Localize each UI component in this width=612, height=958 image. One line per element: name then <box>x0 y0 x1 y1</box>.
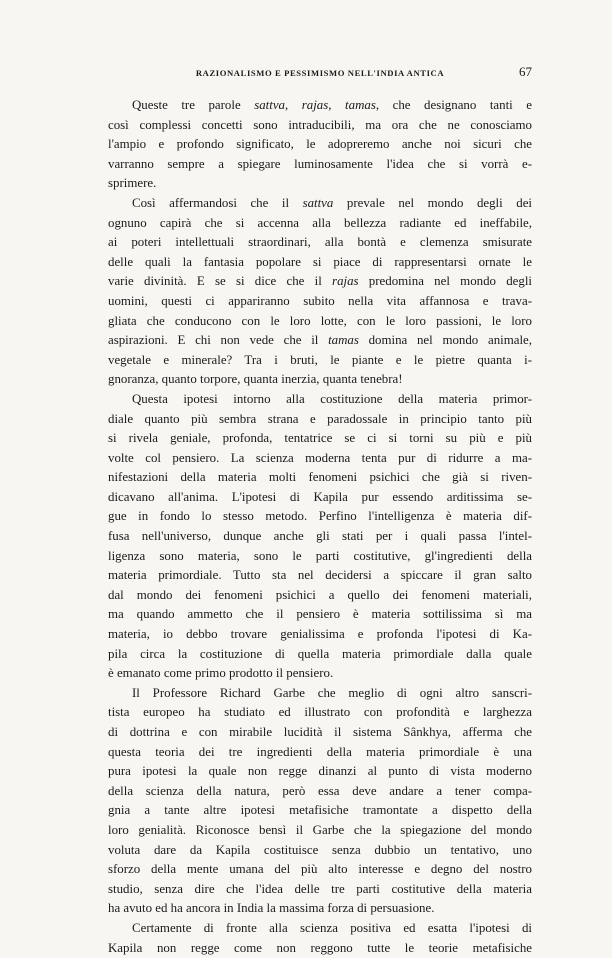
text-line: sforzo della mente umana del più alto interesse e degno del nostro <box>108 862 532 877</box>
page-number: 67 <box>519 64 532 79</box>
text-line: Queste tre parole sattva, rajas, tamas, che designano tanti e <box>132 98 532 112</box>
text-line: delle quali la fantasia popolare si piace di rappresentarsi ornate le <box>108 254 532 269</box>
text-line: materia primordiale. Tutto sta nel decidersi a spiccare il gran salto <box>108 568 532 583</box>
text-line: gliata che conducono con le loro lotte, con le loro passioni, le loro <box>108 313 532 328</box>
text-line: dal mondo dei fenomeni psichici a quello dei fenomeni materiali, <box>108 587 532 602</box>
text-line: ligenza sono materia, sono le parti costitutive, gl'ingredienti della <box>108 548 532 563</box>
text-line: gue in fondo lo stesso metodo. Perfino l'intelligenza è materia dif- <box>108 509 532 524</box>
text-line: così complessi concetti sono intraducibili, ma ora che ne conosciamo <box>108 117 532 132</box>
running-head: RAZIONALISMO E PESSIMISMO NELL'INDIA ANTICA <box>195 68 445 78</box>
text-line: si rivela geniale, profonda, tentatrice se ci si torni su più e più <box>108 431 532 446</box>
text-line: nifestazioni della materia molti fenomeni psichici che già si riven- <box>108 470 532 485</box>
text-line: ognuno capirà che si accenna alla bellezza radiante ed ineffabile, <box>108 215 532 230</box>
text-line: l'ampio e profondo significato, le adopreremo anche noi sicuri che <box>108 137 532 152</box>
text-line: uomini, questi ci appariranno subito nella vita affannosa e trava- <box>108 293 532 308</box>
text-line: è emanato come primo prodotto il pensiero. <box>108 666 334 681</box>
text-line: varie divinità. E se si dice che il rajas predomina nel mondo degli <box>108 274 532 289</box>
text-line: vegetale e minerale? Tra i bruti, le piante e le pietre quanta i- <box>108 352 532 367</box>
paragraph <box>108 919 532 958</box>
text-line: Il Professore Richard Garbe che meglio di ogni altro sanscri- <box>132 685 532 700</box>
text-line: fusa nell'universo, dunque anche gli stati per i quali passa l'intel- <box>108 529 532 544</box>
text-line: voluta dare da Kapila costituisce senza dubbio un tentativo, uno <box>108 842 532 857</box>
text-line: dicavano all'anima. L'ipotesi di Kapila pur essendo arditissima se- <box>108 489 532 504</box>
text-line: ha avuto ed ha ancora in India la massima forza di persuasione. <box>108 901 435 916</box>
text-line: materia, io debbo trovare genialissima e profonda l'ipotesi di Ka- <box>108 627 532 642</box>
text-line: Questa ipotesi intorno alla costituzione della materia primor- <box>132 391 532 406</box>
paragraph <box>108 390 532 684</box>
text-line: varranno sempre a spiegare luminosamente l'idea che si vorrà e- <box>108 156 532 171</box>
text-line: studio, senza dire che l'idea delle tre parti costitutive della materia <box>108 881 532 896</box>
text-line: pila circa la costituzione di quella materia primordiale dalla quale <box>108 646 532 661</box>
text-line: gnia a tante altre ipotesi metafisiche tramontate a dispetto della <box>108 803 532 818</box>
text-line: ma quando ammetto che il pensiero è materia sottilissima sì ma <box>108 607 532 622</box>
text-line: pura ipotesi la quale non regge dinanzi al punto di vista moderno <box>108 764 532 779</box>
text-line: questa teoria dei tre ingredienti della materia primordiale è una <box>108 744 532 759</box>
text-line: sprimere. <box>108 176 157 191</box>
paragraph <box>108 194 532 390</box>
body-text <box>108 96 532 958</box>
text-line: loro genialità. Riconosce bensì il Garbe che la spiegazione del mondo <box>108 822 532 837</box>
text-line: gnoranza, quanto torpore, quanta inerzia, quanta tenebra! <box>108 372 403 387</box>
text-line: della scienza della natura, però essa deve andare a tener compa- <box>108 783 532 798</box>
text-line: Certamente di fronte alla scienza positiva ed esatta l'ipotesi di <box>132 920 532 935</box>
text-line: aspirazioni. E chi non vede che il tamas domina nel mondo animale, <box>108 333 532 348</box>
paragraph <box>108 684 532 919</box>
text-line: ai poteri intellettuali straordinari, alla bontà e clemenza smisurate <box>108 235 532 250</box>
text-line: tista europeo ha studiato ed illustrato con profondità e larghezza <box>108 705 532 720</box>
text-line: Così affermandosi che il sattva prevale nel mondo degli dei <box>132 195 532 210</box>
paragraph <box>108 96 532 194</box>
text-line: di dottrina e con mirabile lucidità il sistema Sânkhya, afferma che <box>108 725 532 739</box>
text-line: volte col pensiero. La scienza moderna tenta pur di ridurre a ma- <box>108 450 532 465</box>
text-line: Kapila non regge come non reggono tutte le teorie metafisiche <box>108 940 532 955</box>
text-line: diale quanto più sembra strana e paradossale in principio tanto più <box>108 411 532 426</box>
